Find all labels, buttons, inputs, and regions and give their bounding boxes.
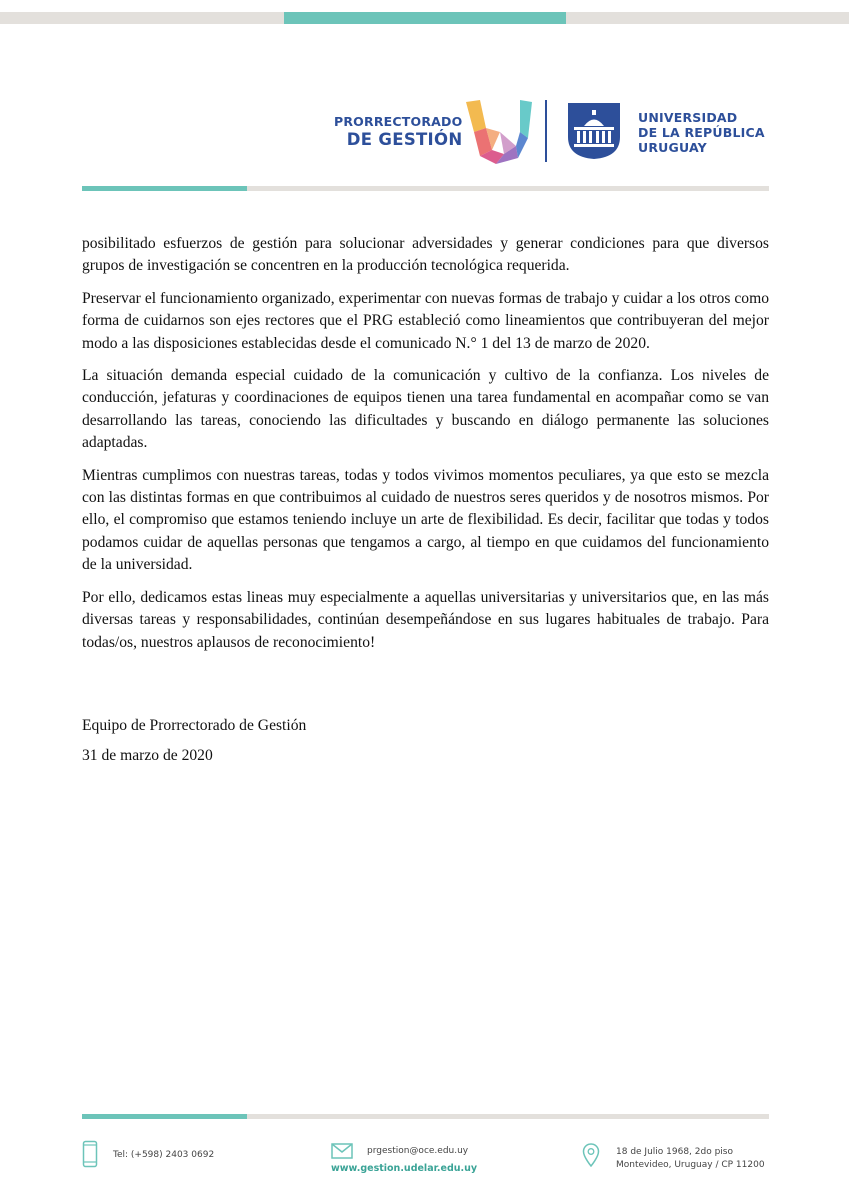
footer-rule xyxy=(82,1114,769,1119)
udelar-line-3: URUGUAY xyxy=(638,140,707,155)
footer-rule-accent xyxy=(82,1114,247,1119)
letter-body xyxy=(82,233,769,664)
footer-website[interactable]: www.gestion.udelar.edu.uy xyxy=(331,1163,478,1174)
logo-separator xyxy=(545,100,547,162)
top-decorative-bar xyxy=(0,12,849,24)
udelar-line-2: DE LA REPÚBLICA xyxy=(638,125,765,140)
header-rule xyxy=(82,186,769,191)
prg-logo-text xyxy=(334,114,462,149)
paragraph: La situación demanda especial cuidado de la comunicación y cultivo de la confianza. Los niveles de conducción, jefaturas y coordinaciones de equipos tienen una tarea fundamental en acompañar como se van desarrollando las tareas, conociendo las dificultades y buscando en diálogo permanente las soluciones adaptadas. xyxy=(82,367,769,452)
letter-date: 31 de marzo de 2020 xyxy=(82,747,213,764)
udelar-logo-text xyxy=(638,110,765,155)
letterhead xyxy=(0,98,849,168)
address-line-1: 18 de Julio 1968, 2do piso xyxy=(616,1147,733,1157)
location-pin-icon xyxy=(582,1143,600,1167)
paragraph: Por ello, dedicamos estas lineas muy especialmente a aquellas universitarias y universitarios que, en las más diversas tareas y responsabilidades, continúan desempeñándose en sus lugares habituales de trabajo. Para todas/os, nuestros aplausos de reconocimiento! xyxy=(82,588,769,651)
footer-phone: Tel: (+598) 2403 0692 xyxy=(113,1150,215,1160)
prg-line-1: PRORRECTORADO xyxy=(334,114,463,129)
phone-icon xyxy=(82,1140,98,1168)
address-line-2: Montevideo, Uruguay / CP 11200 xyxy=(616,1160,765,1170)
footer-email[interactable]: prgestion@oce.edu.uy xyxy=(367,1146,469,1156)
udelar-seal-icon xyxy=(566,101,622,161)
signature-block xyxy=(82,711,306,771)
paragraph: Mientras cumplimos con nuestras tareas, todas y todos vivimos momentos peculiares, ya que esto se mezcla con las distintas formas en que contribuimos al cuidado de nuestros seres queridos y de nosotros mismos. Por ello, el compromiso que estamos teniendo incluye un arte de flexibilidad. Es decir, facilitar que todas y todos podamos cuidar de aquellas personas que tengamos a cargo, al tiempo en que cuidamos del funcionamiento de la universidad. xyxy=(82,466,769,574)
mail-icon xyxy=(331,1143,353,1159)
signature: Equipo de Prorrectorado de Gestión xyxy=(82,717,307,734)
paragraph: posibilitado esfuerzos de gestión para solucionar adversidades y generar condiciones para que diversos grupos de investigación se concentren en la producción tecnológica requerida. xyxy=(82,235,769,275)
paragraph: Preservar el funcionamiento organizado, experimentar con nuevas formas de trabajo y cuidar a los otros como forma de cuidarnos son ejes rectores que el PRG estableció como lineamientos que contribuyeran del mejor modo a las disposiciones establecidas desde el comunicado N.° 1 del 13 de marzo de 2020. xyxy=(82,289,769,352)
top-bar-accent xyxy=(284,12,566,24)
header-rule-accent xyxy=(82,186,247,191)
prg-u-logo-icon xyxy=(460,98,536,166)
footer-address xyxy=(616,1146,765,1172)
prg-line-2: DE GESTIÓN xyxy=(346,130,463,149)
udelar-line-1: UNIVERSIDAD xyxy=(638,110,738,125)
footer xyxy=(0,1140,849,1180)
